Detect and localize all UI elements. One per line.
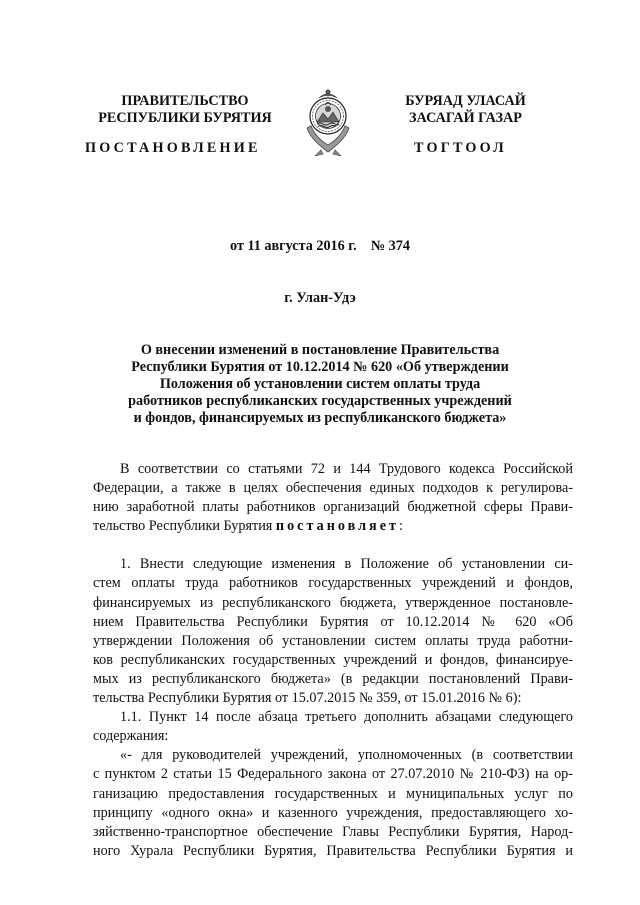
body-line: финансируемых из республиканского бюджета, утвержденное постановле- xyxy=(93,594,573,611)
body-line: Федерации, а также в целях обеспечения единых подходов к регулирова- xyxy=(93,480,573,497)
header-right-line2: ЗАСАГАЙ ГАЗАР xyxy=(409,110,522,126)
body-line: стем оплаты труда работников государственных учреждений и фондов, xyxy=(93,575,573,592)
resolves-emphasis: постановляет xyxy=(275,518,399,535)
city-line: г. Улан-Удэ xyxy=(284,290,356,306)
body-line: ного Хурала Республики Бурятия, Правительства Республики Бурятия и xyxy=(93,842,573,859)
body-line: «- для руководителей учреждений, уполномоченных (в соответствии xyxy=(120,747,573,764)
title-line: работников республиканских государственных учреждений xyxy=(128,393,512,409)
header-left-block xyxy=(95,93,275,127)
body-line: ганизацию предоставления государственных и муниципальных услуг по xyxy=(93,785,573,802)
republic-of-buryatia-coat-of-arms-icon xyxy=(301,82,355,156)
decree-date: от 11 августа 2016 г. xyxy=(230,238,357,254)
decree-number: № 374 xyxy=(370,238,410,254)
header-right-block xyxy=(388,93,543,127)
header-left-line1: ПРАВИТЕЛЬСТВО xyxy=(121,93,249,109)
body-line: содержания: xyxy=(93,728,169,745)
title-line: Республики Бурятия от 10.12.2014 № 620 «Об утверждении xyxy=(131,359,509,375)
body-line: тельства Республики Бурятия от 15.07.2015 № 359, от 15.01.2016 № 6): xyxy=(93,690,522,707)
body-line: зяйственно-транспортное обеспечение Главы Республики Бурятия, Народ- xyxy=(93,823,573,840)
body-line: мых из республиканского бюджета» (в редакции постановлений Прави- xyxy=(93,670,573,687)
document-body xyxy=(93,460,573,861)
header-right-line1: БУРЯАД УЛАСАЙ xyxy=(405,93,526,109)
decree-title-bua: ТОГТООЛ xyxy=(414,140,507,156)
body-text: : xyxy=(398,518,403,535)
paragraph-gap xyxy=(93,536,573,555)
title-line: Положения об установлении систем оплаты труда xyxy=(159,376,481,392)
body-line: с пунктом 2 статьи 15 Федерального закона от 27.07.2010 № 210-ФЗ) на ор- xyxy=(93,766,573,783)
body-line: утверждении Положения об установлении систем оплаты труда работни- xyxy=(93,632,573,649)
header-left-line2: РЕСПУБЛИКИ БУРЯТИЯ xyxy=(98,110,272,126)
date-number-line xyxy=(0,238,640,255)
body-line: 1. Внести следующие изменения в Положение об установлении си- xyxy=(120,556,573,573)
body-line: 1.1. Пункт 14 после абзаца третьего дополнить абзацами следующего xyxy=(120,709,573,726)
body-line: принципу «одного окна» и казенного учреждения, предоставляющего хо- xyxy=(93,804,573,821)
decree-title-ru: ПОСТАНОВЛЕНИЕ xyxy=(85,140,261,156)
body-line: ков республиканских государственных учреждений и фондов, финансируе- xyxy=(93,651,573,668)
document-title xyxy=(110,342,530,427)
body-line: нием Правительства Республики Бурятия от 10.12.2014 № 620 «Об xyxy=(93,613,573,630)
body-line: нию заработной платы работников организаций бюджетной сферы Прави- xyxy=(93,499,573,516)
body-line: В соответствии со статьями 72 и 144 Трудового кодекса Российской xyxy=(120,461,573,477)
body-text: тельство Республики Бурятия xyxy=(93,518,276,535)
body-line xyxy=(93,517,573,536)
title-line: О внесении изменений в постановление Правительства xyxy=(140,342,500,358)
title-line: и фондов, финансируемых из республиканского бюджета» xyxy=(133,410,507,426)
